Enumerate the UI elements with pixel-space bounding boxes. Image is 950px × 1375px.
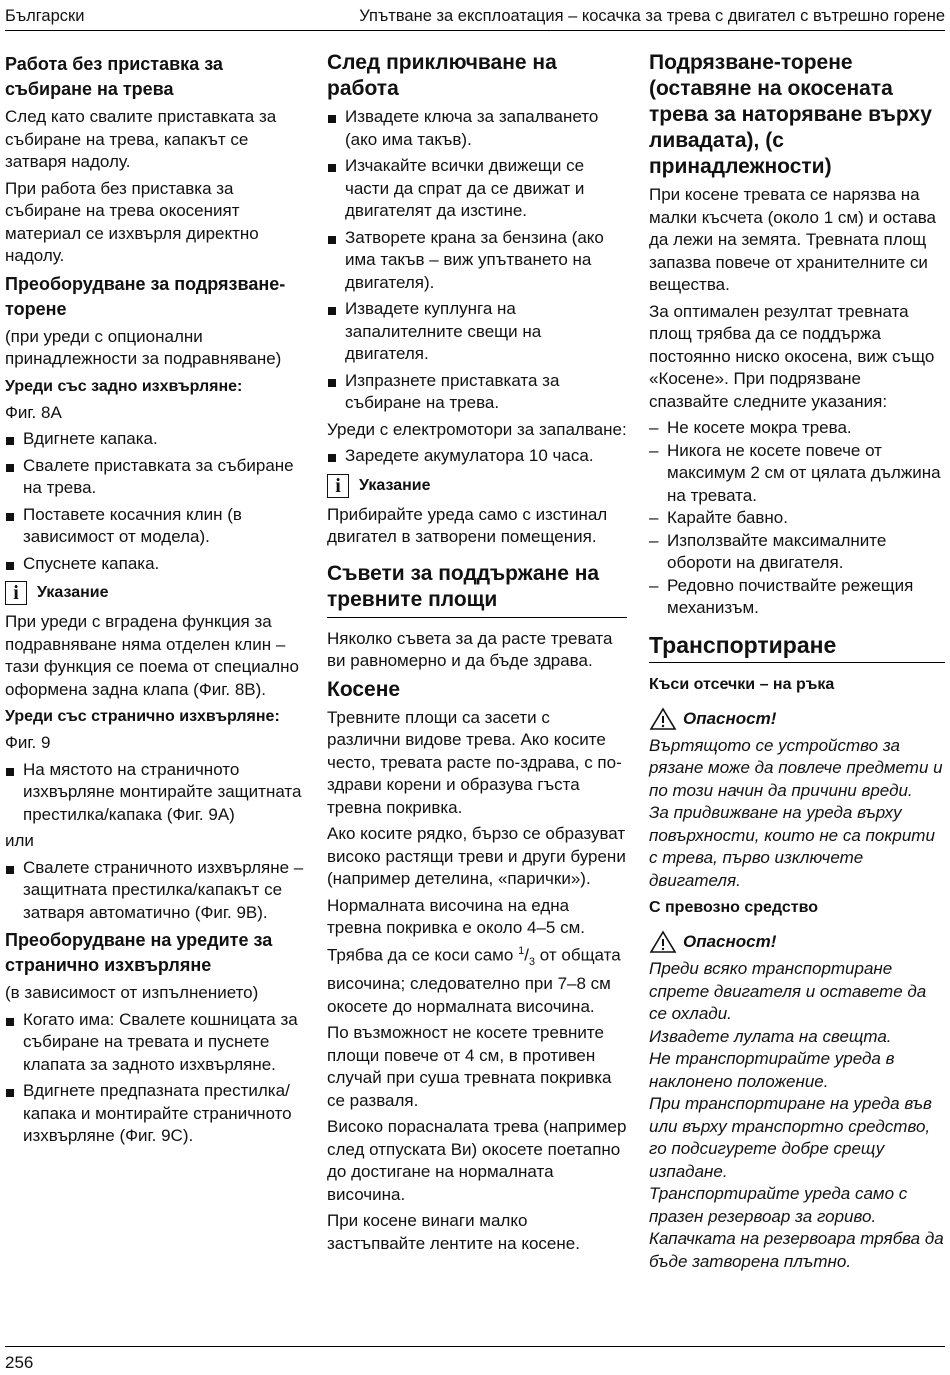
note-title: Указание xyxy=(359,476,431,494)
note-title: Указание xyxy=(37,584,109,601)
paragraph: Тревните площи са засети с различни видове трева. Ако косите често, тревата расте по-здрава, с по-здрави корени и образува гъста тревна покривка. xyxy=(327,707,622,817)
list-item: – Карайте бавно. xyxy=(649,507,945,530)
warning-triangle-icon xyxy=(649,930,677,954)
electric-steps-list xyxy=(327,445,627,468)
danger-block xyxy=(649,930,945,954)
heading-by-vehicle: С превозно средство xyxy=(649,899,819,916)
language-label: Български xyxy=(5,7,85,25)
warning-text: Въртящото се устройство за рязане може да повлече предмети и по този начин да причини вреди. xyxy=(649,735,943,800)
list-item: – Редовно почиствайте режещия механизъм. xyxy=(649,575,945,620)
list-item: Свалете страничното изхвърляне – защитната престилка/капакът се затваря автоматично (Фиг. 9B). xyxy=(5,857,305,925)
list-item: Поставете косачния клин (в зависимост от модела). xyxy=(5,504,305,549)
heading-no-catcher: Работа без приставка за събиране на трева xyxy=(5,54,223,99)
page-footer xyxy=(5,1346,945,1372)
list-item: – Никога не косете повече от максимум 2 см от цялата дължина на тревата. xyxy=(649,440,945,508)
list-item: Изчакайте всички движещи се части да спрат да се движат и двигателят да изстине. xyxy=(327,155,627,223)
column-1 xyxy=(5,50,305,1152)
list-item: Спуснете капака. xyxy=(5,553,305,576)
list-item: Вдигнете предпазната престилка/капака и монтирайте страничното изхвърляне (Фиг. 9C). xyxy=(5,1080,305,1148)
list-item: Извадете ключа за запалването (ако има такъв). xyxy=(327,106,627,151)
info-icon: i xyxy=(5,581,27,605)
list-item: Извадете куплунга на запалителните свещи на двигателя. xyxy=(327,298,627,366)
warning-text: Преди всяко транспортиране спрете двигателя и оставете да се охлади. xyxy=(649,959,927,1023)
list-item: Вдигнете капака. xyxy=(5,428,305,451)
heading-lawn-tips: Съвети за поддържане на тревните площи xyxy=(327,561,627,618)
paragraph: При косене тревата се нарязва на малки късчета (около 1 см) и остава да лежи на земята. Тревната площ запазва повече от хранителните си вещества. xyxy=(649,185,936,294)
list-item: Свалете приставката за събиране на трева. xyxy=(5,455,305,500)
paragraph: При работа без приставка за събиране на трева окосеният материал се изхвърля директно надолу. xyxy=(5,178,259,265)
warning-text: За придвижване на уреда върху повърхности, които не са покрити с трева, първо изключете двигателя. xyxy=(649,803,935,890)
list-item: Когато има: Свалете кошницата за събиране на тревата и пуснете клапата за задното изхвърляне. xyxy=(5,1009,305,1077)
mulching-tips-list xyxy=(649,417,945,620)
conversion-steps-list xyxy=(5,1009,305,1148)
paragraph: За оптимален резултат тревната площ трябва да се поддържа постоянно ниско окосена, виж също «Косене». При подрязване спазвайте следните указания: xyxy=(649,301,935,411)
column-2 xyxy=(327,50,627,1259)
warning-triangle-icon xyxy=(649,707,677,731)
figure-ref: Фиг. 9 xyxy=(5,733,51,752)
list-item: На мястото на страничното изхвърляне монтирайте защитната престилка/капака (Фиг. 9A) xyxy=(5,759,305,827)
heading-mulching: Подрязване-торене (оставяне на окосената трева за наторяване върху ливадата), (с принадлежности) xyxy=(649,51,932,178)
danger-block xyxy=(649,707,945,731)
warning-text: Не транспортирайте уреда в наклонено положение. xyxy=(649,1049,895,1091)
side-steps-list xyxy=(5,759,305,827)
list-item: Изпразнете приставката за събиране на трева. xyxy=(327,370,627,415)
paragraph: Нормалната височина на една тревна покривка е около 4–5 см. Трябва да се коси само $^1/_3$ от общата височина; следователно при 7–8 см окосете до нормалната височина. xyxy=(327,895,621,1016)
paragraph: По възможност не косете тревните площи повече от 4 см, в противен случай при суша тревната покривка се разваля. xyxy=(327,1023,612,1110)
paragraph: Високо порасналата трева (например след отпуската Ви) окосете поетапно до достигане на нормалната височина. xyxy=(327,1117,627,1204)
paragraph: Ако косите рядко, бързо се образуват високо растящи треви и други бурени (например детелина, «парички»). xyxy=(327,824,626,888)
text-part: Нормалната височина на една тревна покривка е около 4–5 см. Трябва да се коси само xyxy=(327,895,585,965)
after-steps-list xyxy=(327,106,627,415)
side-steps-list-2 xyxy=(5,857,305,925)
fraction-numerator: 1 xyxy=(518,944,525,957)
rear-steps-list xyxy=(5,428,305,575)
paragraph: При косене винаги малко застъпвайте лентите на косене. xyxy=(327,1211,580,1253)
note-block xyxy=(5,581,305,605)
note-text: При уреди с вградена функция за подравняване няма отделен клин – тази функция се поема от специално оформена задна клапа (Фиг. 8B). xyxy=(5,612,300,699)
text-part: от общата височина; следователно при 7–8 см окосете до нормалната височина. xyxy=(327,945,621,1016)
heading-mulch-conversion: Преоборудване за подрязване-торене xyxy=(5,273,286,319)
paragraph: Уреди с електромотори за запалване: xyxy=(327,419,627,439)
column-3 xyxy=(649,50,945,1277)
list-item: Заредете акумулатора 10 часа. xyxy=(327,445,627,468)
heading-after-work: След приключване на работа xyxy=(327,51,557,100)
list-item: – Използвайте максималните обороти на двигателя. xyxy=(649,530,945,575)
heading-side-discharge: Уреди със странично изхвърляне: xyxy=(5,708,280,725)
note-block xyxy=(327,474,627,498)
fraction-denominator: 3 xyxy=(528,955,536,968)
danger-title: Опасност! xyxy=(683,708,777,728)
paragraph: След като свалите приставката за събиране на трева, капакът се затваря надолу. xyxy=(5,107,277,171)
danger-title: Опасност! xyxy=(683,932,777,951)
warning-text: Транспортирайте уреда само с празен резервоар за гориво. Капачката на резервоара трябва да бъде затворена плътно. xyxy=(649,1184,944,1271)
note-text: Прибирайте уреда само с изстинал двигател в затворени помещения. xyxy=(327,504,608,546)
paragraph: (в зависимост от изпълнението) xyxy=(5,983,259,1002)
heading-transport: Транспортиране xyxy=(649,632,945,663)
manual-title: Упътване за експлоатация – косачка за трева с двигател с вътрешно горене xyxy=(359,7,945,25)
or-text: или xyxy=(5,831,34,850)
heading-mowing: Косене xyxy=(327,677,401,701)
paragraph: Няколко съвета за да расте тревата ви равномерно и да бъде здрава. xyxy=(327,628,613,670)
warning-text: При транспортиране на уреда във или върху транспортно средство, го подсигурете добре срещу изпадане. xyxy=(649,1094,932,1181)
list-item: – Не косете мокра трева. xyxy=(649,417,945,440)
heading-short-distances: Къси отсечки – на ръка xyxy=(649,675,835,693)
page-number: 256 xyxy=(5,1353,34,1372)
figure-ref: Фиг. 8A xyxy=(5,402,62,422)
paragraph: (при уреди с опционални принадлежности за подравняване) xyxy=(5,326,282,368)
heading-rear-discharge: Уреди със задно изхвърляне: xyxy=(5,377,243,395)
warning-text: Извадете лулата на свещта. xyxy=(649,1026,892,1046)
list-item: Затворете крана за бензина (ако има такъв – виж упътването на двигателя). xyxy=(327,227,627,295)
heading-side-conversion: Преоборудване на уредите за странично изхвърляне xyxy=(5,930,273,975)
page-header xyxy=(5,4,945,31)
info-icon: i xyxy=(327,474,349,498)
